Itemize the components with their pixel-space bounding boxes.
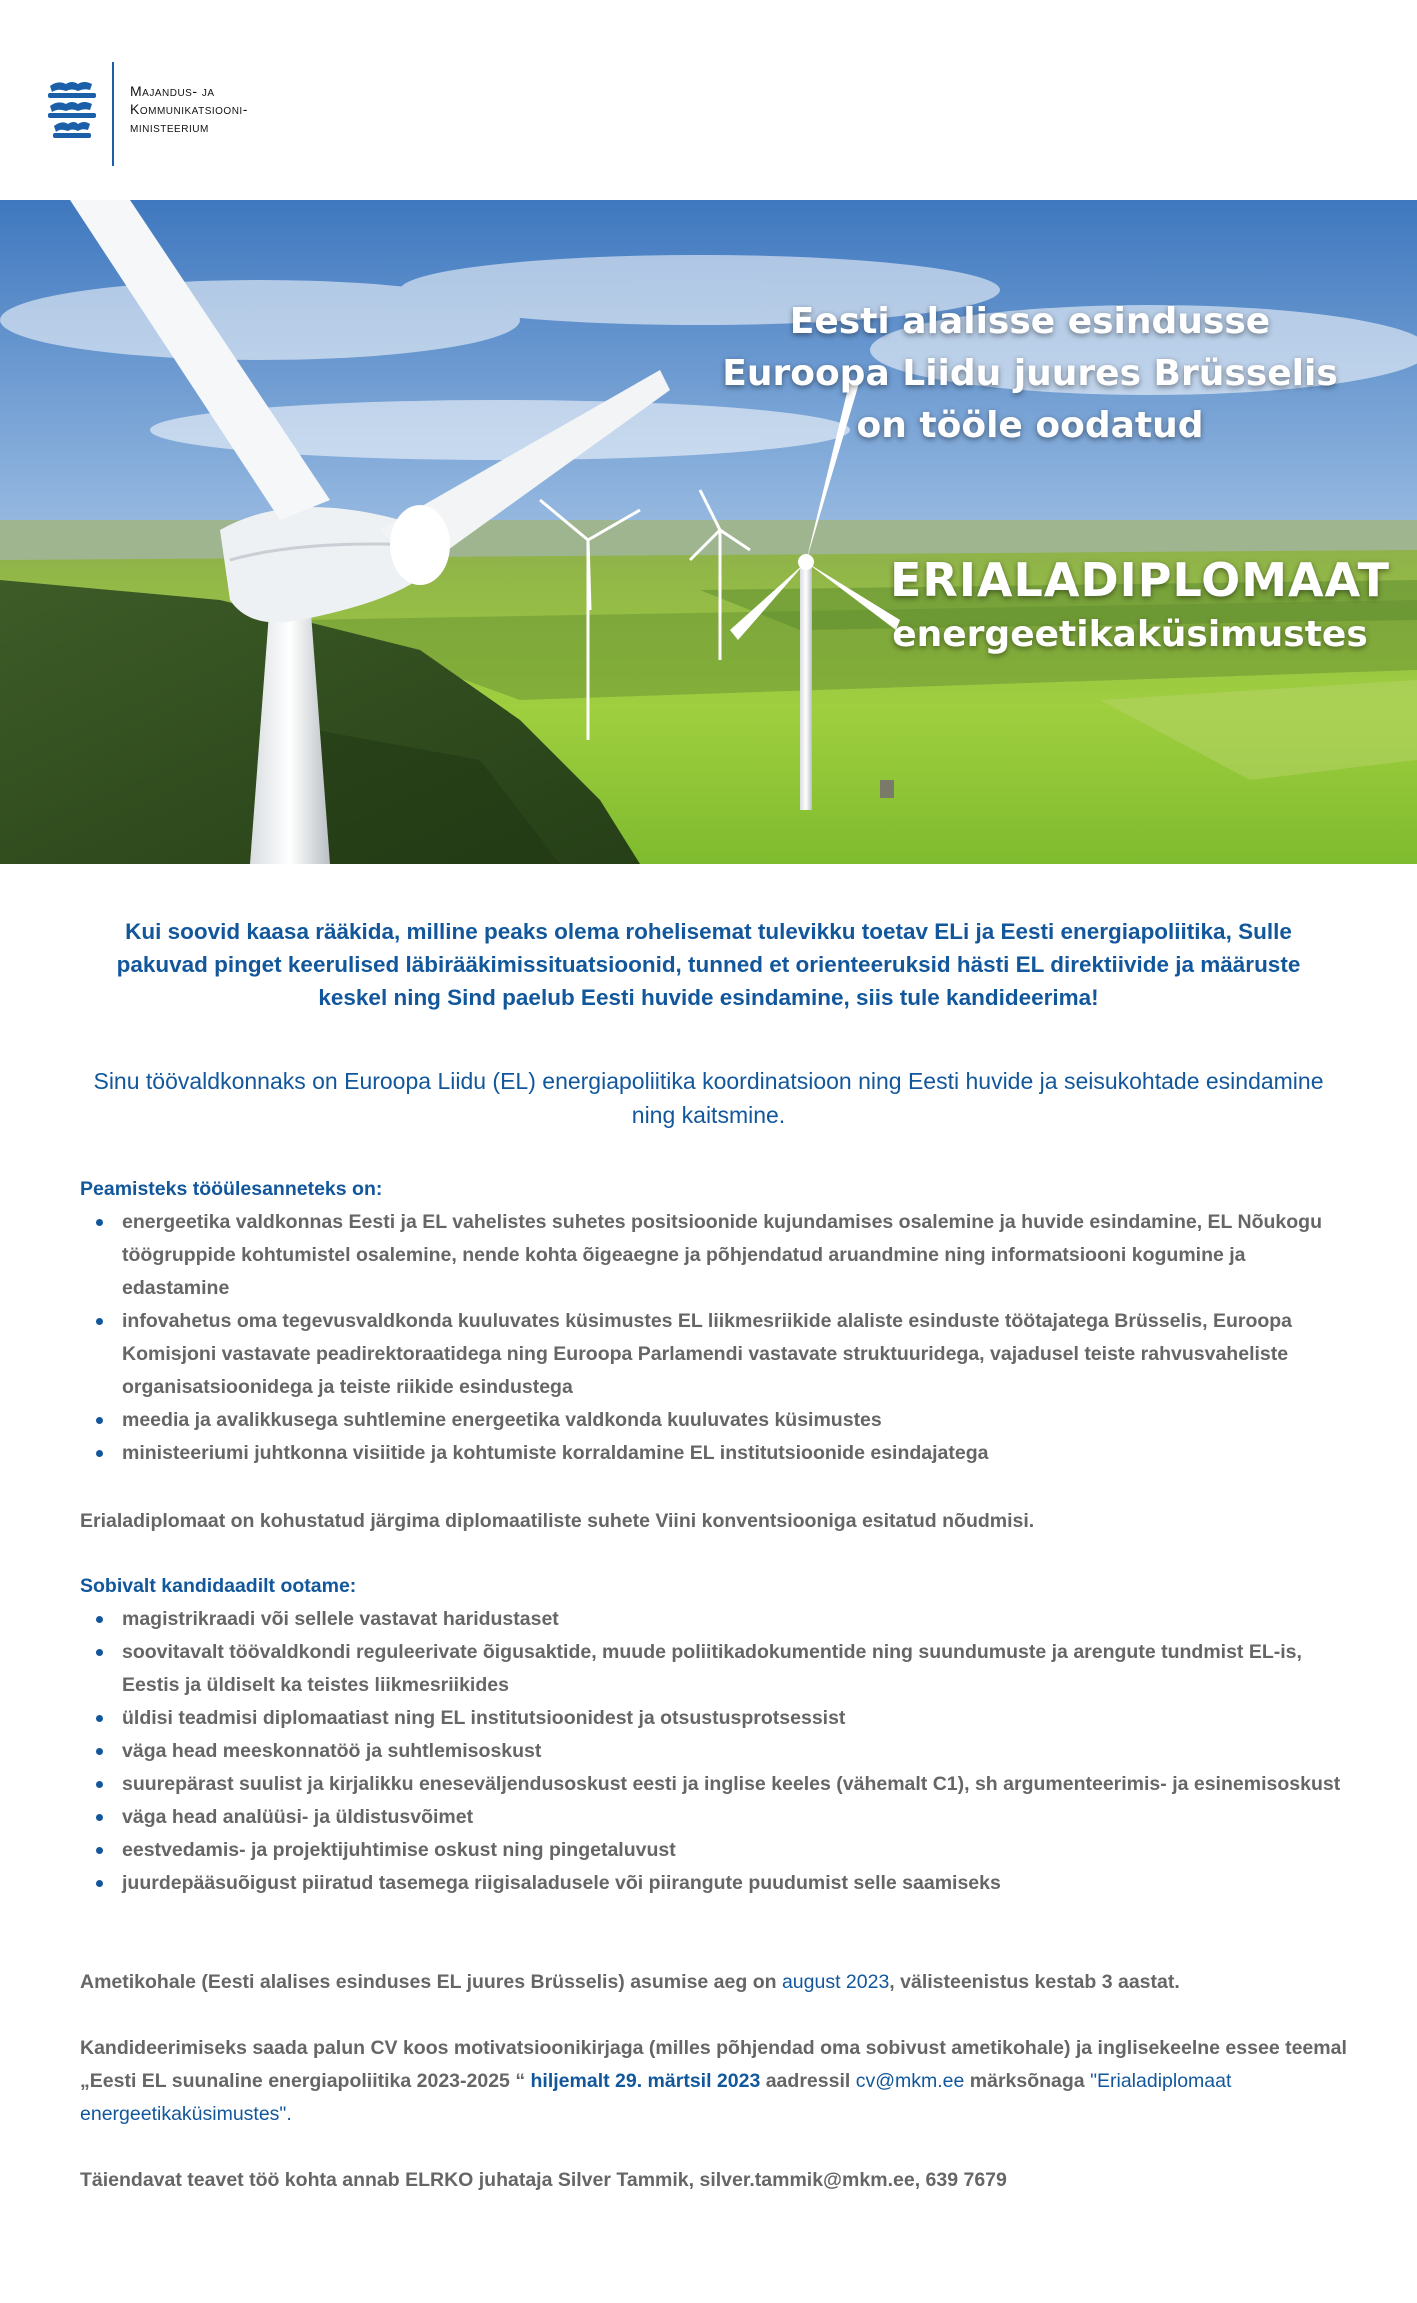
hero-subtitle: Eesti alalisse esindusse Euroopa Liidu juures Brüsselis on tööle oodatud (722, 301, 1338, 446)
ministry-name-line2: Kommunikatsiooni- (130, 101, 248, 117)
list-item: üldisi teadmisi diplomaatiast ning EL institutsioonidest ja otsustusprotsessist (80, 1702, 1350, 1735)
requirements-section (80, 1570, 1350, 1900)
apply-part3: märksõnaga (964, 2070, 1091, 2092)
hero-title: ERIALADIPLOMAAT (889, 553, 1391, 607)
apply-part2: aadressil (760, 2070, 856, 2092)
ministry-name-line1: Majandus- ja (130, 83, 215, 99)
estonian-coat-of-arms-icon (44, 76, 100, 150)
tasks-section (80, 1173, 1350, 1470)
list-item: eestvedamis- ja projektijuhtimise oskust ning pingetaluvust (80, 1834, 1350, 1867)
deadline: hiljemalt 29. märtsil 2023 (530, 2070, 761, 2092)
list-item: infovahetus oma tegevusvaldkonda kuuluvates küsimustes EL liikmesriikide alaliste esinduste töötajatega Brüsselis, Euroopa Komisjoni vastavate peadirektoraatidega ning Euroopa Parlamendi vastavate struktuuridega, vajadusel teiste rahvusvaheliste organisatsioonidega ja teiste riikide esindustega (80, 1305, 1350, 1404)
contact-text: Täiendavat teavet töö kohta annab ELRKO juhataja Silver Tammik, silver.tammik@mkm.ee, 639 7679 (80, 2169, 1007, 2191)
apply-part1: Kandideerimiseks saada palun CV koos motivatsioonikirjaga (milles põhjendad oma sobivust ametikohale) ja inglisekeelne essee teemal „Eesti EL suunaline energiapoliitika 2023-2025 “ (80, 2037, 1347, 2092)
list-item: energeetika valdkonnas Eesti ja EL vahelistes suhetes positsioonide kujundamises osalemine ja huvide esindamine, EL Nõukogu töögruppide kohtumistel osalemine, nende kohta õigeaegne ja põhjendatud aruandmine ning informatsiooni kogumine ja edastamine (80, 1206, 1350, 1305)
term-text (80, 1966, 1350, 1999)
logo-divider (112, 62, 114, 166)
requirements-heading: Sobivalt kandidaadilt ootame: (80, 1575, 357, 1597)
ministry-name (130, 82, 248, 136)
term-after: , välisteenistus kestab 3 aastat. (889, 1971, 1180, 1993)
hero-banner (0, 200, 1417, 864)
ministry-name-line3: ministeerium (130, 119, 209, 135)
term-before: Ametikohale (Eesti alalises esinduses EL juures Brüsselis) asumise aeg on (80, 1971, 782, 1993)
list-item: suurepärast suulist ja kirjalikku eneseväljendusoskust eesti ja inglise keeles (vähemalt C1), sh argumenteerimis- ja esinemisoskust (80, 1768, 1350, 1801)
list-item: väga head analüüsi- ja üldistusvõimet (80, 1801, 1350, 1834)
application-text (80, 2032, 1350, 2131)
hero-title-line2: energeetikaküsimustes (892, 614, 1368, 655)
list-item: magistrikraadi või sellele vastavat haridustaset (80, 1603, 1350, 1636)
list-item: soovitavalt töövaldkondi reguleerivate õigusaktide, muude poliitikadokumentide ning suundumuste ja arengute tundmist EL-is, Eestis ja üldiselt ka teistes liikmesriikides (80, 1636, 1350, 1702)
tasks-heading: Peamisteks tööülesanneteks on: (80, 1178, 383, 1200)
list-item: meedia ja avalikkusega suhtlemine energeetika valdkonda kuuluvates küsimustes (80, 1404, 1350, 1437)
list-item: väga head meeskonnatöö ja suhtlemisoskust (80, 1735, 1350, 1768)
list-item: ministeeriumi juhtkonna visiitide ja kohtumiste korraldamine EL institutsioonide esindajatega (80, 1437, 1350, 1470)
application-keyword: "Erialadiplomaat energeetikaküsimustes". (80, 2070, 1232, 2125)
email-link[interactable]: cv@mkm.ee (855, 2070, 965, 2092)
tasks-list (80, 1206, 1350, 1470)
list-item: juurdepääsuõigust piiratud tasemega riigisaladusele või piirangute puudumist selle saamiseks (80, 1867, 1350, 1900)
intro-scope: Sinu töövaldkonnaks on Euroopa Liidu (EL) energiapoliitika koordinatsioon ning Eesti huvide ja seisukohtade esindamine ning kaitsmine. (93, 1068, 1324, 1128)
intro-lead: Kui soovid kaasa rääkida, milline peaks olema rohelisemat tulevikku toetav ELi ja Eesti energiapoliitika, Sulle pakuvad pinget keerulised läbirääkimissituatsioonid, tunned et orienteeruksid hästi EL direktiivide ja määruste keskel ning Sind paelub Eesti huvide esindamine, siis tule kandideerima! (116, 919, 1301, 1010)
start-date: august 2023 (781, 1971, 890, 1993)
obligation-text: Erialadiplomaat on kohustatud järgima diplomaatiliste suhete Viini konventsiooniga esitatud nõudmisi. (80, 1510, 1035, 1532)
requirements-list (80, 1603, 1350, 1900)
ministry-logo (44, 60, 304, 170)
